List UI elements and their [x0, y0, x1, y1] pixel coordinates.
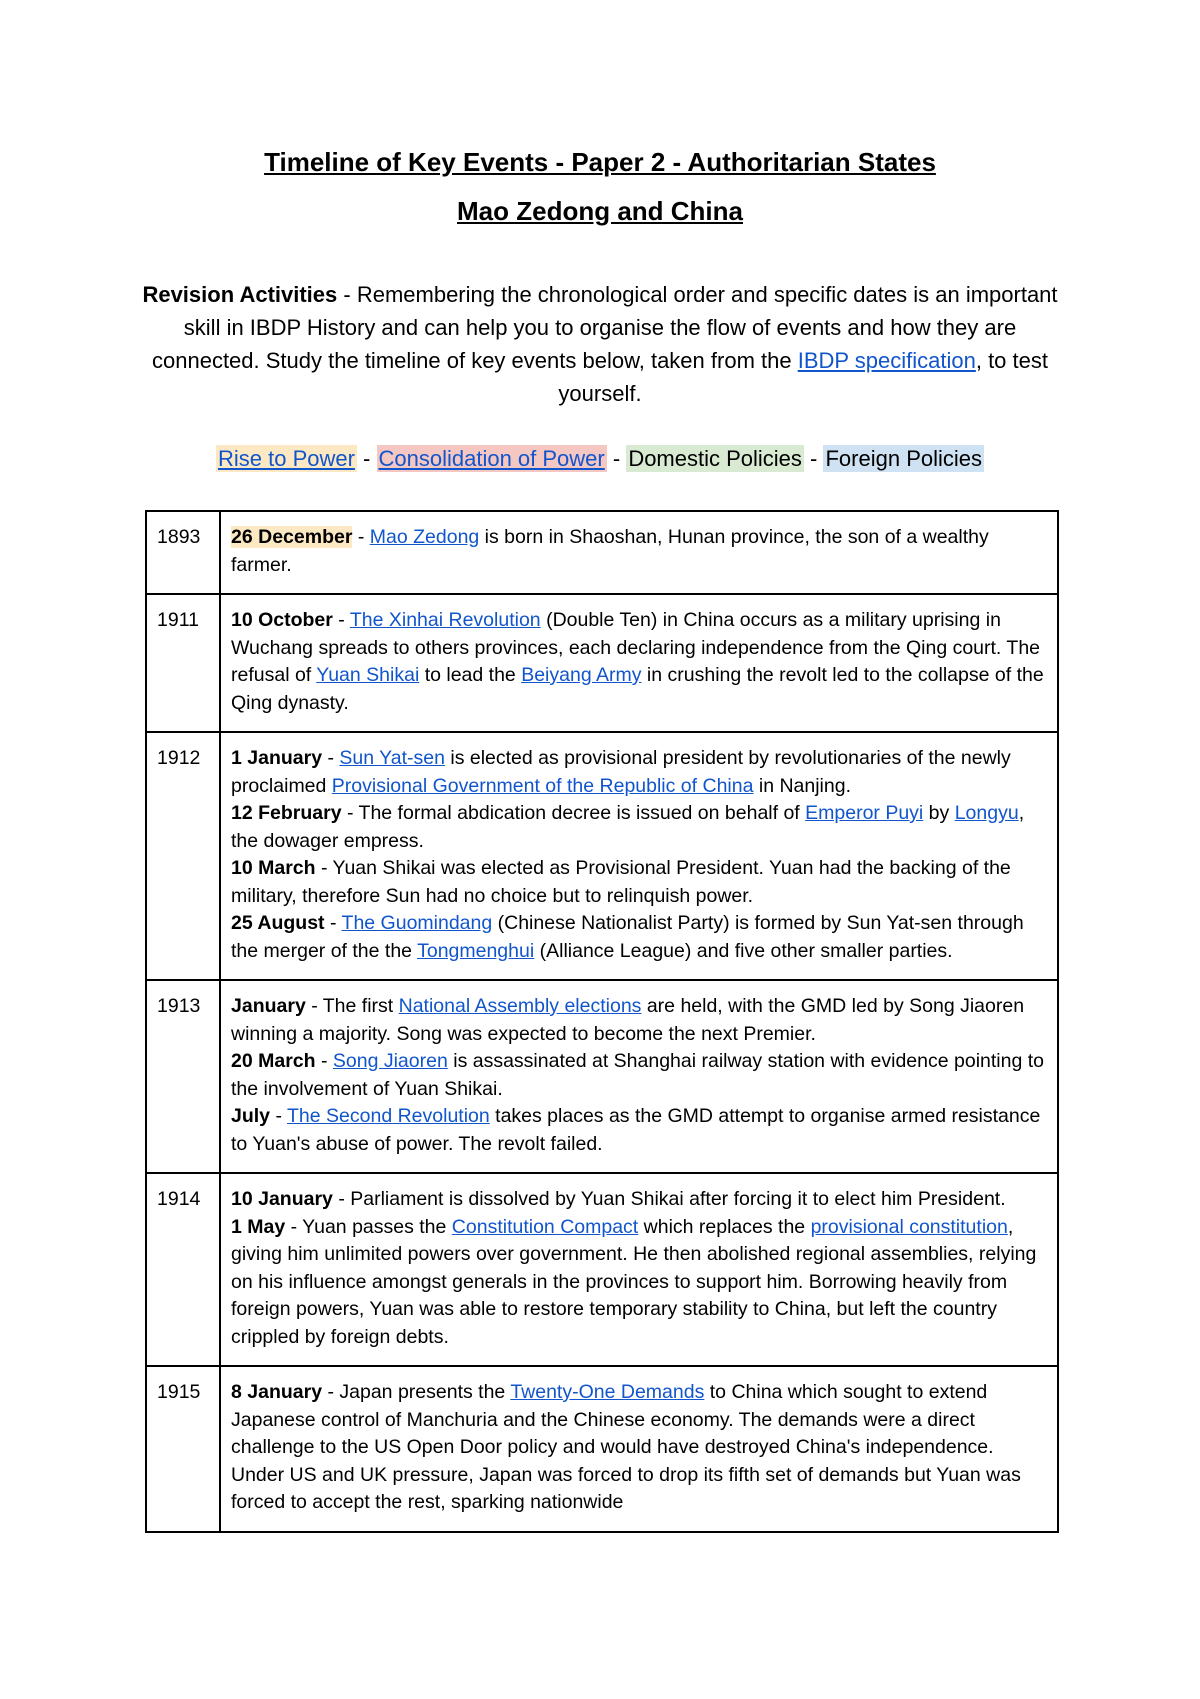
timeline-events: [220, 1366, 1058, 1532]
timeline-year: 1914: [146, 1173, 220, 1366]
event-text: - Yuan passes the: [285, 1215, 452, 1238]
timeline-year: 1913: [146, 980, 220, 1173]
event-text: is assassinated at Shanghai railway station with evidence pointing to the involvement of Yuan Shikai.: [231, 1050, 1045, 1100]
event-text: which replaces the: [638, 1215, 811, 1238]
event-link[interactable]: Yuan Shikai: [316, 664, 420, 686]
event-link[interactable]: The Xinhai Revolution: [349, 609, 541, 631]
event-link[interactable]: Emperor Puyi: [805, 802, 924, 824]
timeline-year: 1912: [146, 732, 220, 980]
event-text: , giving him unlimited powers over government. He then abolished regional assemblies, relying on his influence amongst generals in the provinces to support him. Borrowing heavily from foreign powers, Yuan was able to restore temporary stability to China, but left the country crippled by foreign debts.: [231, 1215, 1037, 1348]
event-date: 10 March: [231, 857, 316, 879]
timeline-event: [231, 745, 1047, 800]
event-text: (Chinese Nationalist Party) is formed by Sun Yat-sen through the merger of the the: [231, 912, 1024, 962]
theme-legend: [0, 444, 1200, 474]
event-link[interactable]: Sun Yat-sen: [339, 747, 445, 769]
timeline-events: [220, 511, 1058, 594]
timeline-row-1893: [146, 511, 1058, 594]
event-date: 10 October: [231, 609, 333, 631]
timeline-event: [231, 1379, 1047, 1517]
event-date: 1 May: [231, 1215, 286, 1238]
timeline-events: [220, 594, 1058, 732]
event-date: 12 February: [231, 802, 342, 824]
event-text: is elected as provisional president by revolutionaries of the newly proclaimed: [231, 747, 1011, 797]
event-text: - The formal abdication decree is issued on behalf of: [341, 802, 806, 824]
timeline-year: 1915: [146, 1366, 220, 1532]
event-text: are held, with the GMD led by Song Jiaoren winning a majority. Song was expected to become the next Premier.: [231, 995, 1025, 1045]
event-date: July: [231, 1105, 271, 1127]
timeline-event: [231, 1186, 1047, 1214]
event-text: is born in Shaoshan, Hunan province, the son of a wealthy farmer.: [231, 526, 989, 576]
event-link[interactable]: The Guomindang: [341, 912, 493, 934]
revision-activities-label: Revision Activities: [142, 282, 338, 307]
event-text: -: [324, 912, 342, 934]
event-text: -: [332, 609, 350, 631]
event-link[interactable]: Beiyang Army: [521, 664, 642, 686]
timeline-row-1911: [146, 594, 1058, 732]
timeline-row-1913: [146, 980, 1058, 1173]
event-text: in crushing the revolt led to the collapse of the Qing dynasty.: [231, 664, 1044, 714]
event-link[interactable]: Constitution Compact: [451, 1215, 639, 1238]
event-text: - Yuan Shikai was elected as Provisional President. Yuan had the backing of the military, therefore Sun had no choice but to relinquish power.: [231, 857, 1011, 907]
event-link[interactable]: Longyu: [954, 802, 1019, 824]
event-date: 10 January: [231, 1188, 333, 1210]
event-date: January: [231, 995, 306, 1017]
event-text: (Alliance League) and five other smaller parties.: [534, 939, 953, 962]
event-text: -: [352, 526, 370, 548]
event-link[interactable]: Song Jiaoren: [332, 1050, 448, 1072]
timeline-event: [231, 800, 1047, 855]
timeline-events: [220, 980, 1058, 1173]
event-link[interactable]: National Assembly elections: [398, 995, 642, 1017]
timeline-table: [145, 510, 1059, 1533]
revision-activities-paragraph: [140, 278, 1060, 410]
event-link[interactable]: provisional constitution: [810, 1215, 1008, 1238]
ibdp-specification-link[interactable]: IBDP specification: [797, 348, 976, 373]
intro-separator: -: [337, 282, 357, 307]
legend-separator: -: [606, 446, 627, 471]
timeline-events: [220, 732, 1058, 980]
timeline-year: 1893: [146, 511, 220, 594]
event-text: -: [322, 747, 340, 769]
event-date: 1 January: [231, 747, 323, 769]
event-link[interactable]: Provisional Government of the Republic of China: [331, 774, 754, 797]
event-date: 25 August: [231, 912, 325, 934]
event-date: 26 December: [231, 526, 353, 548]
timeline-event: [231, 855, 1047, 910]
timeline-event: [231, 524, 1047, 579]
timeline-row-1914: [146, 1173, 1058, 1366]
intro-text: Remembering the chronological order and specific dates is an important skill in IBDP History and can help you to organise the flow of events and how they are connected. Study the timeline of key events below, taken from the: [152, 282, 1058, 373]
event-link[interactable]: The Second Revolution: [287, 1105, 490, 1127]
event-link[interactable]: Mao Zedong: [369, 526, 480, 548]
legend-consolidation-link[interactable]: Consolidation of Power: [378, 446, 605, 471]
legend-separator: -: [356, 446, 377, 471]
event-text: to China which sought to extend Japanese control of Manchuria and the Chinese economy. The demands were a direct challenge to the US Open Door policy and would have destroyed China's independence. Under US and UK pressure, Japan was forced to drop its fifth set of demands but Yuan was forced to accept the rest, sparking nationwide: [231, 1381, 1021, 1513]
event-link[interactable]: Twenty-One Demands: [510, 1381, 705, 1403]
timeline-event: [231, 993, 1047, 1048]
legend-separator: -: [803, 446, 824, 471]
timeline-event: [231, 1048, 1047, 1103]
document-title: Timeline of Key Events - Paper 2 - Authoritarian States: [264, 147, 936, 177]
event-date: 20 March: [231, 1050, 316, 1072]
event-text: in Nanjing.: [753, 774, 851, 797]
timeline-row-1915: [146, 1366, 1058, 1532]
event-text: -: [315, 1050, 333, 1072]
event-text: by: [923, 802, 955, 824]
event-text: - Japan presents the: [322, 1381, 511, 1403]
event-text: - Parliament is dissolved by Yuan Shikai after forcing it to elect him President.: [332, 1188, 1006, 1210]
timeline-year: 1911: [146, 594, 220, 732]
event-date: 8 January: [231, 1381, 323, 1403]
timeline-body: [146, 511, 1058, 1532]
event-text: to lead the: [419, 664, 522, 686]
event-text: , the dowager empress.: [231, 802, 1025, 852]
legend-domestic-policies: Domestic Policies: [628, 446, 802, 471]
event-text: takes places as the GMD attempt to organise armed resistance to Yuan's abuse of power. The revolt failed.: [231, 1105, 1041, 1155]
event-text: (Double Ten) in China occurs as a military uprising in Wuchang spreads to others provinces, each declaring independence from the Qing court. The refusal of: [231, 609, 1041, 686]
event-link[interactable]: Tongmenghui: [417, 939, 535, 962]
timeline-event: [231, 1103, 1047, 1158]
timeline-event: [231, 1214, 1047, 1352]
legend-rise-to-power-link[interactable]: Rise to Power: [217, 446, 355, 471]
timeline-events: [220, 1173, 1058, 1366]
legend-foreign-policies: Foreign Policies: [825, 446, 982, 471]
timeline-event: [231, 607, 1047, 717]
intro-text-end: , to test yourself.: [558, 348, 1048, 406]
timeline-row-1912: [146, 732, 1058, 980]
event-text: -: [270, 1105, 288, 1127]
timeline-event: [231, 910, 1047, 965]
event-text: - The first: [305, 995, 399, 1017]
document-subtitle: Mao Zedong and China: [457, 196, 743, 226]
